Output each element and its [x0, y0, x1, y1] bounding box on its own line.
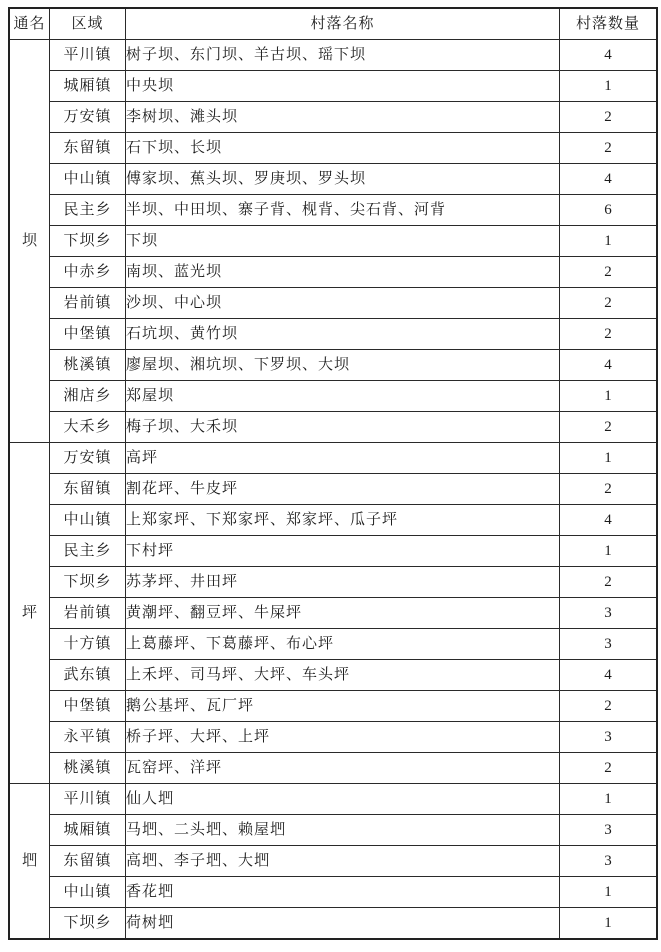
table-row [9, 815, 657, 846]
header-generic-name: 通名 [9, 8, 50, 40]
village-count-cell: 1 [560, 908, 658, 940]
region-cell: 永平镇 [50, 722, 126, 753]
village-names-cell: 黄潮坪、翻豆坪、牛屎坪 [126, 598, 560, 629]
region-cell: 东留镇 [50, 133, 126, 164]
table-row [9, 319, 657, 350]
table-row [9, 753, 657, 784]
region-cell: 下坝乡 [50, 908, 126, 940]
village-count-cell: 2 [560, 691, 658, 722]
table-row [9, 567, 657, 598]
table-row [9, 629, 657, 660]
region-cell: 东留镇 [50, 846, 126, 877]
village-names-cell: 苏茅坪、井田坪 [126, 567, 560, 598]
village-names-cell: 马垇、二头垇、赖屋垇 [126, 815, 560, 846]
village-names-cell: 香花垇 [126, 877, 560, 908]
region-cell: 城厢镇 [50, 71, 126, 102]
region-cell: 中赤乡 [50, 257, 126, 288]
table-body [9, 40, 657, 940]
region-cell: 万安镇 [50, 443, 126, 474]
region-cell: 岩前镇 [50, 598, 126, 629]
region-cell: 武东镇 [50, 660, 126, 691]
region-cell: 东留镇 [50, 474, 126, 505]
region-cell: 中堡镇 [50, 319, 126, 350]
village-count-cell: 3 [560, 598, 658, 629]
village-names-cell: 割花坪、牛皮坪 [126, 474, 560, 505]
village-names-cell: 桥子坪、大坪、上坪 [126, 722, 560, 753]
village-names-cell: 上郑家坪、下郑家坪、郑家坪、瓜子坪 [126, 505, 560, 536]
village-count-cell: 1 [560, 536, 658, 567]
village-names-cell: 李树坝、滩头坝 [126, 102, 560, 133]
village-count-cell: 2 [560, 412, 658, 443]
village-count-cell: 1 [560, 71, 658, 102]
village-count-cell: 2 [560, 319, 658, 350]
village-count-cell: 2 [560, 288, 658, 319]
village-count-cell: 4 [560, 350, 658, 381]
header-village-count: 村落数量 [560, 8, 658, 40]
table-row [9, 722, 657, 753]
table-row [9, 505, 657, 536]
header-region: 区域 [50, 8, 126, 40]
table-row [9, 908, 657, 940]
village-names-cell: 沙坝、中心坝 [126, 288, 560, 319]
table-header [9, 8, 657, 40]
region-cell: 城厢镇 [50, 815, 126, 846]
table-row [9, 226, 657, 257]
village-count-cell: 3 [560, 722, 658, 753]
village-names-cell: 上禾坪、司马坪、大坪、车头坪 [126, 660, 560, 691]
village-count-cell: 1 [560, 443, 658, 474]
region-cell: 十方镇 [50, 629, 126, 660]
village-names-cell: 鹅公基坪、瓦厂坪 [126, 691, 560, 722]
village-names-cell: 中央坝 [126, 71, 560, 102]
village-names-cell: 石坑坝、黄竹坝 [126, 319, 560, 350]
table-row [9, 598, 657, 629]
village-count-cell: 1 [560, 877, 658, 908]
table-row [9, 691, 657, 722]
table-row [9, 195, 657, 226]
village-count-cell: 1 [560, 381, 658, 412]
village-count-cell: 4 [560, 164, 658, 195]
region-cell: 中山镇 [50, 877, 126, 908]
village-names-cell: 廖屋坝、湘坑坝、下罗坝、大坝 [126, 350, 560, 381]
village-table [8, 7, 658, 940]
village-count-cell: 1 [560, 226, 658, 257]
table-row [9, 350, 657, 381]
header-row [9, 8, 657, 40]
region-cell: 中山镇 [50, 505, 126, 536]
village-count-cell: 2 [560, 567, 658, 598]
village-names-cell: 上葛藤坪、下葛藤坪、布心坪 [126, 629, 560, 660]
table-row [9, 288, 657, 319]
table-row [9, 877, 657, 908]
table-row [9, 164, 657, 195]
village-names-cell: 荷树垇 [126, 908, 560, 940]
village-names-cell: 半坝、中田坝、寨子背、枧背、尖石背、河背 [126, 195, 560, 226]
village-names-cell: 傅家坝、蕉头坝、罗庚坝、罗头坝 [126, 164, 560, 195]
table-row [9, 40, 657, 71]
village-names-cell: 下坝 [126, 226, 560, 257]
table-row [9, 133, 657, 164]
group-name-cell: 垇 [9, 784, 50, 940]
village-names-cell: 郑屋坝 [126, 381, 560, 412]
village-count-cell: 2 [560, 257, 658, 288]
group-name-cell: 坝 [9, 40, 50, 443]
village-count-cell: 2 [560, 753, 658, 784]
table-row [9, 102, 657, 133]
village-names-cell: 梅子坝、大禾坝 [126, 412, 560, 443]
village-count-cell: 3 [560, 629, 658, 660]
region-cell: 民主乡 [50, 195, 126, 226]
village-names-cell: 下村坪 [126, 536, 560, 567]
village-names-cell: 瓦窑坪、洋坪 [126, 753, 560, 784]
table-row [9, 381, 657, 412]
region-cell: 桃溪镇 [50, 350, 126, 381]
table-row [9, 784, 657, 815]
table-row [9, 71, 657, 102]
region-cell: 湘店乡 [50, 381, 126, 412]
table-row [9, 257, 657, 288]
region-cell: 民主乡 [50, 536, 126, 567]
village-names-cell: 高坪 [126, 443, 560, 474]
village-count-cell: 4 [560, 660, 658, 691]
table-row [9, 412, 657, 443]
region-cell: 桃溪镇 [50, 753, 126, 784]
region-cell: 平川镇 [50, 784, 126, 815]
village-count-cell: 4 [560, 505, 658, 536]
village-names-cell: 石下坝、长坝 [126, 133, 560, 164]
region-cell: 下坝乡 [50, 226, 126, 257]
village-count-cell: 4 [560, 40, 658, 71]
table-row [9, 443, 657, 474]
village-count-cell: 3 [560, 846, 658, 877]
village-names-cell: 树子坝、东门坝、羊古坝、瑶下坝 [126, 40, 560, 71]
region-cell: 中堡镇 [50, 691, 126, 722]
village-count-cell: 2 [560, 133, 658, 164]
group-name-cell: 坪 [9, 443, 50, 784]
region-cell: 大禾乡 [50, 412, 126, 443]
region-cell: 岩前镇 [50, 288, 126, 319]
village-names-cell: 仙人垇 [126, 784, 560, 815]
header-village-names: 村落名称 [126, 8, 560, 40]
village-names-cell: 南坝、蓝光坝 [126, 257, 560, 288]
village-names-cell: 高垇、李子垇、大垇 [126, 846, 560, 877]
village-count-cell: 6 [560, 195, 658, 226]
village-count-cell: 2 [560, 102, 658, 133]
village-count-cell: 3 [560, 815, 658, 846]
table-row [9, 846, 657, 877]
region-cell: 平川镇 [50, 40, 126, 71]
region-cell: 中山镇 [50, 164, 126, 195]
region-cell: 万安镇 [50, 102, 126, 133]
village-count-cell: 2 [560, 474, 658, 505]
region-cell: 下坝乡 [50, 567, 126, 598]
village-count-cell: 1 [560, 784, 658, 815]
table-row [9, 660, 657, 691]
table-row [9, 536, 657, 567]
table-row [9, 474, 657, 505]
